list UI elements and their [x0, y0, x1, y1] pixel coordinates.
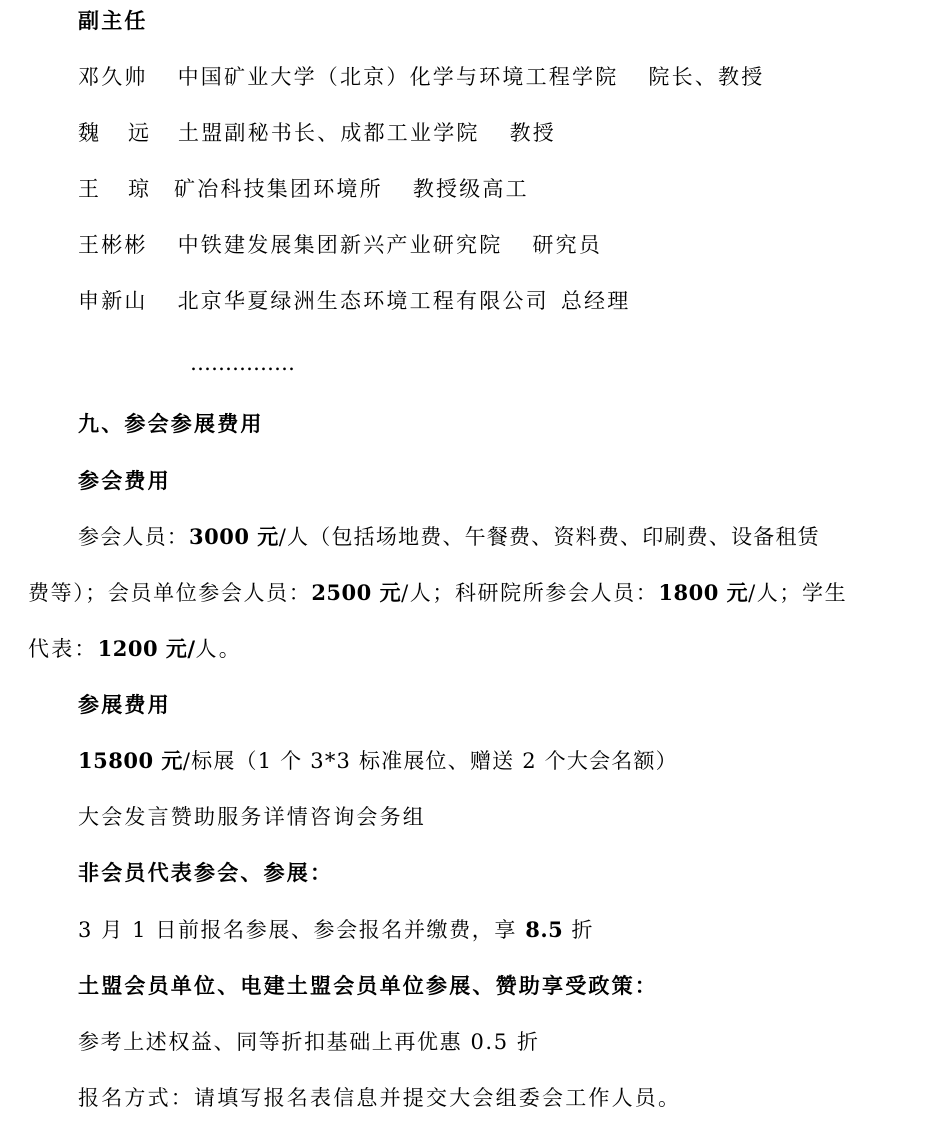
- member-name: 邓久帅: [78, 65, 148, 89]
- member-org: 中铁建发展集团新兴产业研究院: [177, 233, 503, 257]
- attend-fee-amount: 3000 元: [189, 524, 279, 549]
- member-title: 教授: [509, 121, 557, 145]
- member-title: 研究员: [532, 233, 603, 257]
- member-org: 土盟副秘书长、成都工业学院: [178, 121, 480, 145]
- member-row: [78, 64, 764, 90]
- member-title: 总经理: [560, 289, 631, 313]
- member-name: 王 琼: [78, 177, 149, 201]
- member-title: 院长、教授: [648, 65, 765, 89]
- vice-chair-heading: 副主任: [78, 8, 148, 33]
- student-fee-amount: 1200 元/: [97, 636, 196, 661]
- attend-fee-heading: 参会费用: [78, 468, 171, 493]
- member-name: 王彬彬: [78, 233, 148, 257]
- attend-fee-text: 代表：: [28, 637, 98, 661]
- exhibit-fee-detail: /标展（1 个 3*3 标准展位、赠送 2 个大会名额）: [182, 749, 678, 773]
- member-org: 中国矿业大学（北京）化学与环境工程学院: [177, 65, 619, 89]
- member-row: [78, 176, 529, 202]
- member-row: [78, 232, 602, 258]
- attend-fee-text: /人；学生: [748, 581, 848, 605]
- attend-fee-text: 人。: [195, 637, 242, 661]
- attend-fee-line-2: [28, 580, 847, 606]
- registration-method: 报名方式：请填写报名表信息并提交大会组委会工作人员。: [78, 1086, 682, 1110]
- member-row: [78, 288, 630, 314]
- non-member-discount: 8.5: [525, 917, 564, 942]
- attend-fee-text: 费等）；会员单位参会人员：: [28, 581, 312, 605]
- institute-fee-amount: 1800 元: [658, 580, 749, 605]
- section-title-fees: 九、参会参展费用: [78, 411, 264, 436]
- member-org: 北京华夏绿洲生态环境工程有限公司: [177, 289, 549, 313]
- member-title: 教授级高工: [412, 177, 529, 201]
- exhibit-fee-line: [78, 748, 678, 774]
- attend-fee-text: /人；科研院所参会人员：: [401, 581, 659, 605]
- non-member-line: [78, 917, 594, 943]
- attend-fee-line-1: [78, 524, 820, 550]
- attend-fee-line-3: [28, 636, 242, 662]
- exhibit-fee-amount: 15800 元: [78, 748, 183, 773]
- member-policy-line: 参考上述权益、同等折扣基础上再优惠 0.5 折: [78, 1030, 540, 1054]
- member-fee-amount: 2500 元: [311, 580, 402, 605]
- member-row: [78, 120, 556, 146]
- attend-fee-detail: /人（包括场地费、午餐费、资料费、印刷费、设备租赁: [278, 525, 820, 549]
- sponsor-note: 大会发言赞助服务详情咨询会务组: [78, 805, 426, 829]
- non-member-heading: 非会员代表参会、参展：: [78, 860, 334, 885]
- member-org: 矿冶科技集团环境所: [174, 177, 383, 201]
- non-member-text: 3 月 1 日前报名参展、参会报名并缴费，享: [78, 918, 526, 942]
- non-member-text: 折: [563, 918, 595, 942]
- exhibit-fee-heading: 参展费用: [78, 692, 171, 717]
- ellipsis: ……………: [190, 351, 295, 375]
- member-name: 魏 远: [78, 121, 149, 145]
- member-policy-heading: 土盟会员单位、电建土盟会员单位参展、赞助享受政策：: [78, 973, 658, 998]
- member-name: 申新山: [78, 289, 148, 313]
- attend-fee-label: 参会人员：: [78, 525, 189, 549]
